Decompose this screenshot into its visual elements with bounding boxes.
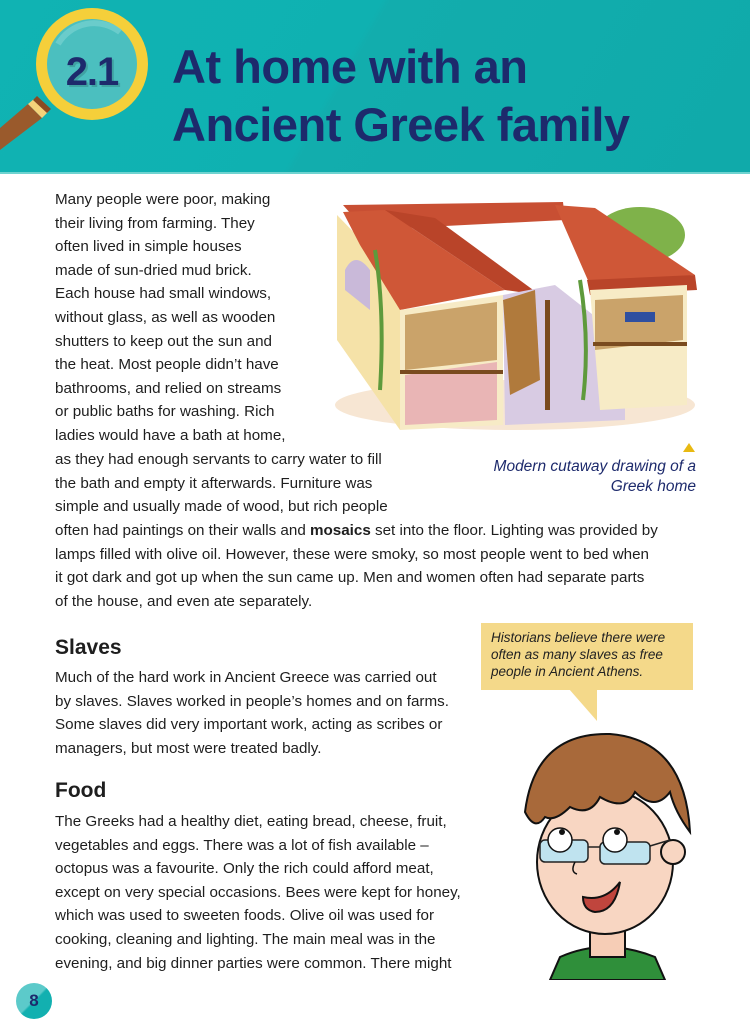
text-line: Many people were poor, making [55,191,271,208]
text-line: evening, and big dinner parties were common. There might [55,954,452,972]
bubble-line: often as many slaves as free [491,647,663,662]
caption-line: Greek home [610,478,696,495]
text-line: it got dark and got up when the sun came up. Men and women often had separate parts [55,569,645,587]
text-line: Some slaves did very important work, acting as scribes or [55,716,443,734]
text-line: simple and usually made of wood, but rich people [55,498,388,516]
text-line: their living from farming. They [55,214,255,232]
bubble-line: people in Ancient Athens. [491,664,644,679]
text-line: shutters to keep out the sun and [55,332,272,350]
speech-bubble-tail [569,689,597,721]
text-line: made of sun-dried mud brick. [55,261,252,279]
cartoon-boy-character [505,722,705,980]
text-line: Each house had small windows, [55,285,272,303]
greek-house-illustration [325,190,700,435]
text-line: as they had enough servants to carry water to fill [55,451,382,468]
text-line: often lived in simple houses [55,238,242,256]
speech-bubble-text [491,629,683,680]
title-line-2: Ancient Greek family [172,98,630,151]
text-line: cooking, cleaning and lighting. The main meal was in the [55,930,436,948]
intro-paragraph-mid [55,448,425,519]
text-line: without glass, as well as wooden [55,308,276,326]
text-span: set into the floor. Lighting was provided by [370,522,658,539]
text-line: of the house, and even ate separately. [55,592,313,610]
chapter-header-banner [0,0,750,174]
page-title [172,38,732,154]
food-paragraph [55,810,495,975]
text-line: The Greeks had a healthy diet, eating bread, cheese, fruit, [55,813,447,830]
text-line: except on very special occasions. Bees were kept for honey, [55,883,461,901]
title-line-1: At home with an [172,40,528,93]
caption-triangle-icon [683,443,695,452]
glossary-term-mosaics: mosaics [309,522,371,539]
text-line: ladies would have a bath at home, [55,426,286,444]
text-span: often had paintings on their walls and [55,522,310,539]
slaves-paragraph [55,666,480,760]
section-number: 2.1 [65,50,119,94]
section-heading-slaves: Slaves [55,636,122,659]
text-line: by slaves. Slaves worked in people’s homes and on farms. [55,692,449,710]
text-line: which was used to sweeten foods. Olive oil was used for [55,907,435,925]
figure-caption [440,457,696,497]
section-heading-food: Food [55,779,107,802]
text-line: lamps filled with olive oil. However, these were smoky, so most people went to bed when [55,545,650,563]
text-line: the bath and empty it afterwards. Furniture was [55,474,373,492]
text-line: vegetables and eggs. There was a lot of fish available – [55,836,429,854]
text-line: the heat. Most people didn’t have [55,356,279,374]
page-number-badge: 8 [16,983,52,1019]
text-line: or public baths for washing. Rich [55,403,275,421]
speech-bubble [481,623,693,690]
text-line [55,519,705,543]
bubble-line: Historians believe there were [491,630,666,645]
text-line: bathrooms, and relied on streams [55,379,282,397]
intro-paragraph-full [55,519,705,613]
caption-line: Modern cutaway drawing of a [493,458,696,475]
text-line: managers, but most were treated badly. [55,739,322,757]
text-line: Much of the hard work in Ancient Greece was carried out [55,669,437,686]
intro-paragraph-top [55,188,325,448]
text-line: octopus was a favourite. Only the rich could afford meat, [55,860,434,878]
